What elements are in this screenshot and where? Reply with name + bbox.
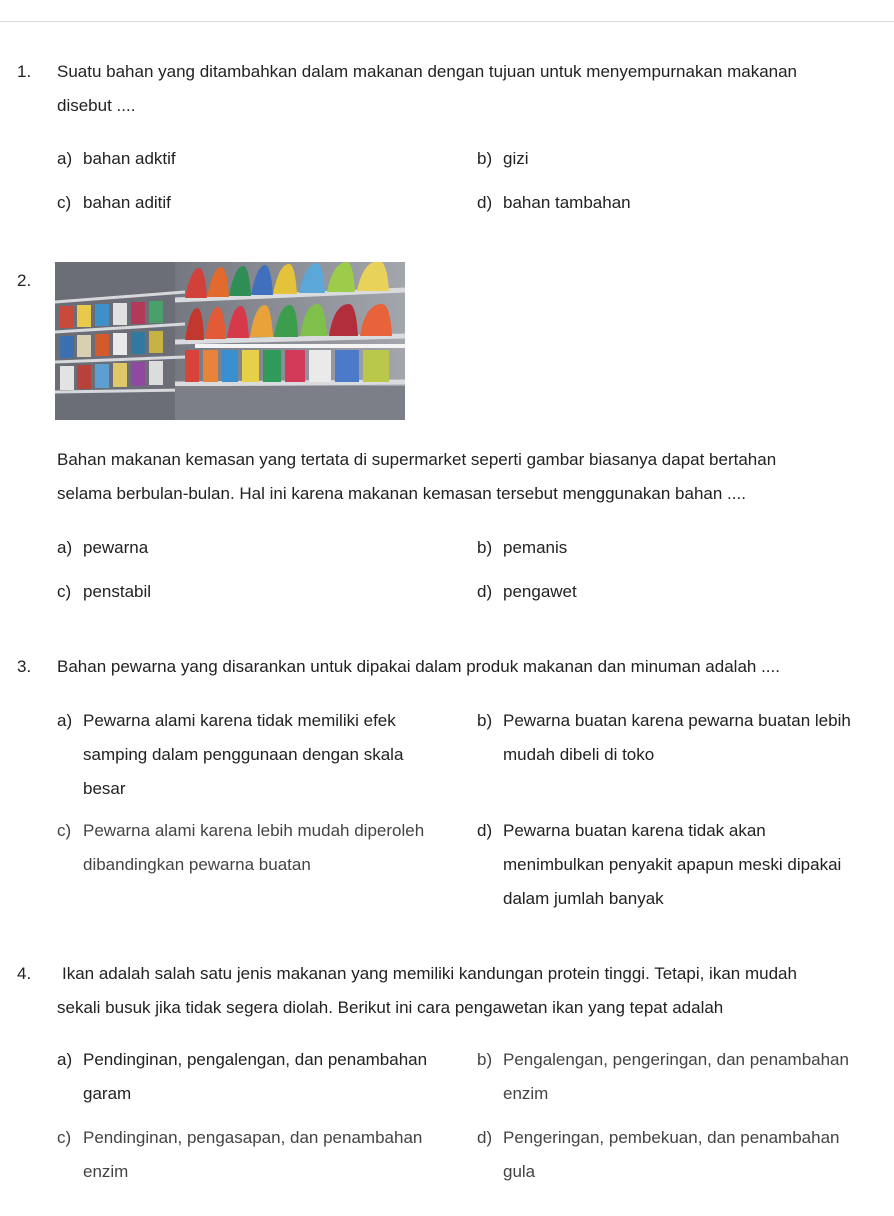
option-text: menimbulkan penyakit apapun meski dipakai	[503, 855, 842, 874]
option-text: Pengalengan, pengeringan, dan penambahan	[503, 1050, 849, 1069]
question-number: 1.	[17, 62, 32, 81]
option-letter: a)	[57, 711, 73, 730]
option-letter: b)	[477, 711, 493, 730]
option-text: bahan adktif	[83, 149, 176, 168]
option-text: penstabil	[83, 582, 152, 601]
option-text: enzim	[503, 1084, 549, 1103]
question-text-line: Suatu bahan yang ditambahkan dalam makanan dengan tujuan untuk menyempurnakan makanan	[57, 62, 798, 81]
option-text: Pendinginan, pengalengan, dan penambahan	[83, 1050, 428, 1069]
option-text: enzim	[83, 1162, 129, 1181]
option-letter: a)	[57, 149, 73, 168]
option-letter: a)	[57, 538, 73, 557]
option-letter: c)	[57, 582, 72, 601]
option-text: garam	[83, 1084, 132, 1103]
option-text: besar	[83, 779, 126, 798]
option-text: Pewarna alami karena lebih mudah diperoleh	[83, 821, 425, 840]
option-letter: d)	[477, 193, 493, 212]
option-text: pemanis	[503, 538, 568, 557]
option-text: bahan tambahan	[503, 193, 631, 212]
option-text: Pewarna alami karena tidak memiliki efek	[83, 711, 396, 730]
option-text: Pewarna buatan karena tidak akan	[503, 821, 766, 840]
question-number: 2.	[17, 271, 32, 290]
question-text-line: disebut ....	[57, 96, 136, 115]
option-text: pengawet	[503, 582, 577, 601]
question-number: 4.	[17, 964, 32, 983]
option-letter: b)	[477, 149, 493, 168]
option-text: mudah dibeli di toko	[503, 745, 655, 764]
option-letter: c)	[57, 193, 72, 212]
option-letter: c)	[57, 1128, 72, 1147]
top-divider	[0, 21, 894, 22]
option-text: gula	[503, 1162, 536, 1181]
question-text-line: Bahan makanan kemasan yang tertata di supermarket seperti gambar biasanya dapat bertahan	[57, 450, 777, 469]
question-text-line: sekali busuk jika tidak segera diolah. Berikut ini cara pengawetan ikan yang tepat adalah	[57, 998, 724, 1017]
option-letter: c)	[57, 821, 72, 840]
question-number: 3.	[17, 657, 32, 676]
option-text: Pengeringan, pembekuan, dan penambahan	[503, 1128, 840, 1147]
option-letter: b)	[477, 538, 493, 557]
option-letter: d)	[477, 582, 493, 601]
question-text-line: selama berbulan-bulan. Hal ini karena makanan kemasan tersebut menggunakan bahan ....	[57, 484, 746, 503]
question-text-line: Ikan adalah salah satu jenis makanan yang memiliki kandungan protein tinggi. Tetapi, ikan mudah	[62, 964, 797, 983]
option-text: bahan aditif	[83, 193, 171, 212]
option-text: Pewarna buatan karena pewarna buatan lebih	[503, 711, 851, 730]
option-text: samping dalam penggunaan dengan skala	[83, 745, 404, 764]
option-text: pewarna	[83, 538, 149, 557]
option-letter: d)	[477, 821, 493, 840]
supermarket-shelf-image	[55, 262, 405, 420]
option-text: dibandingkan pewarna buatan	[83, 855, 311, 874]
option-letter: a)	[57, 1050, 73, 1069]
option-letter: d)	[477, 1128, 493, 1147]
option-text: Pendinginan, pengasapan, dan penambahan	[83, 1128, 423, 1147]
option-text: gizi	[503, 149, 529, 168]
question-text-line: Bahan pewarna yang disarankan untuk dipakai dalam produk makanan dan minuman adalah ....	[57, 657, 780, 676]
option-letter: b)	[477, 1050, 493, 1069]
option-text: dalam jumlah banyak	[503, 889, 664, 908]
